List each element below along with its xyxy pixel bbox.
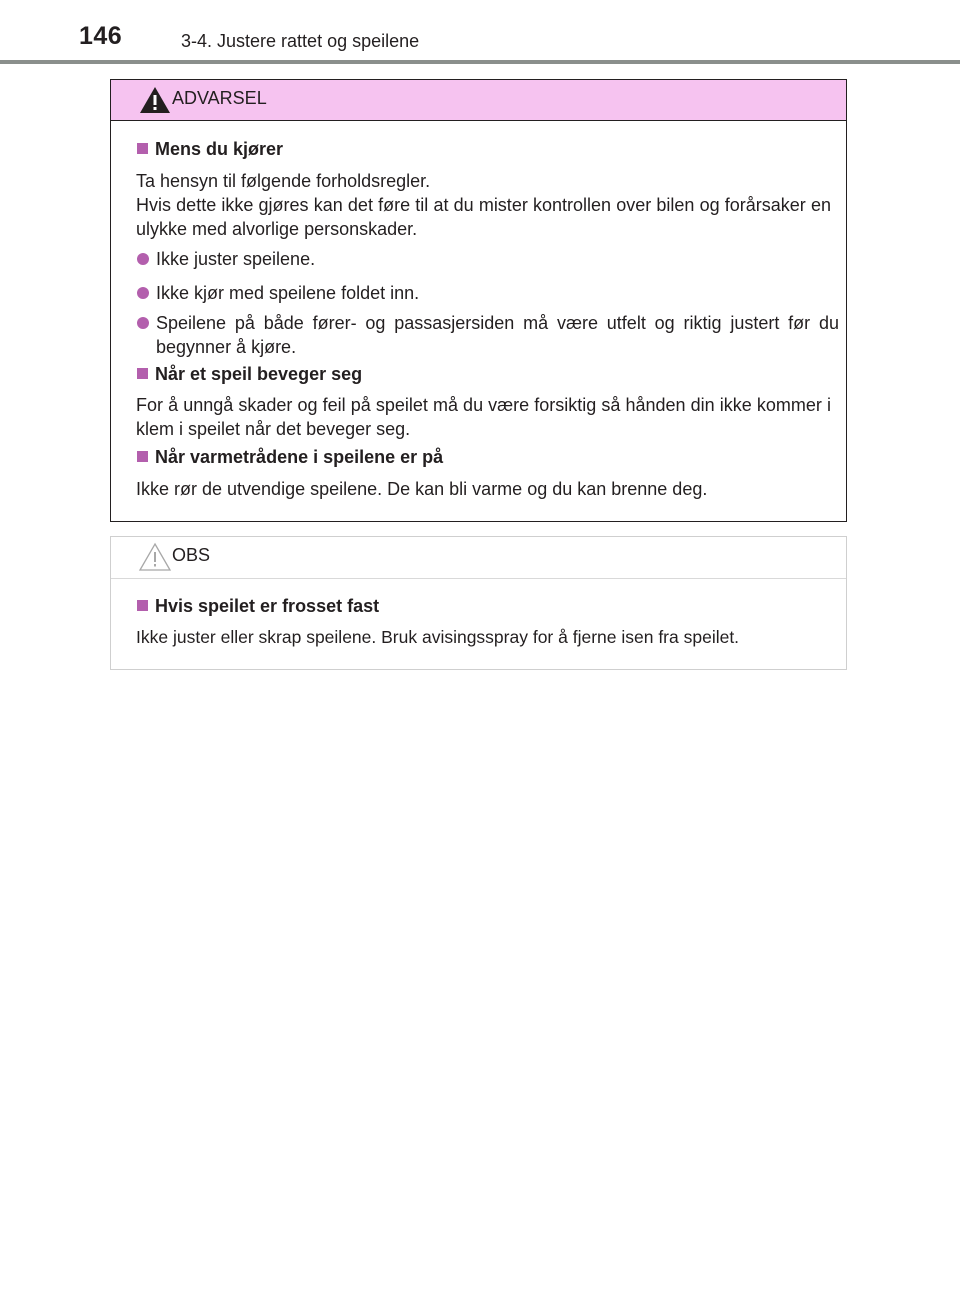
page-header bbox=[0, 0, 960, 66]
paragraph: For å unngå skader og feil på speilet må du være forsiktig så hånden din ikke kommer i klem i speilet når det beveger seg. bbox=[136, 395, 831, 439]
paragraph: Ikke juster eller skrap speilene. Bruk avisingsspray for å fjerne isen fra speilet. bbox=[136, 627, 740, 647]
square-bullet-icon bbox=[137, 451, 148, 462]
square-bullet-icon bbox=[137, 143, 148, 154]
list-item: Ikke kjør med speilene foldet inn. bbox=[137, 281, 839, 305]
header-divider bbox=[0, 60, 960, 64]
section-heading: Mens du kjører bbox=[137, 139, 283, 160]
list-item: Speilene på både fører- og passasjersiden må være utfelt og riktig justert før du begynner å kjøre. bbox=[137, 311, 839, 359]
square-bullet-icon bbox=[137, 600, 148, 611]
chapter-title: 3-4. Justere rattet og speilene bbox=[181, 31, 420, 51]
caution-triangle-icon bbox=[138, 541, 172, 573]
round-bullet-icon bbox=[137, 287, 149, 299]
paragraph: Hvis dette ikke gjøres kan det føre til at du mister kontrollen over bilen og forårsaker en ulykke med alvorlige personskader. bbox=[136, 195, 831, 239]
section-heading: Når et speil beveger seg bbox=[137, 364, 362, 385]
square-bullet-icon bbox=[137, 368, 148, 379]
notice-box bbox=[110, 536, 847, 670]
section-heading: Når varmetrådene i speilene er på bbox=[137, 447, 443, 468]
paragraph: Ta hensyn til følgende forholdsregler. bbox=[136, 171, 431, 191]
warning-title: ADVARSEL bbox=[172, 88, 267, 108]
section-heading: Hvis speilet er frosset fast bbox=[137, 596, 379, 617]
notice-header bbox=[111, 537, 846, 579]
notice-title: OBS bbox=[172, 545, 211, 565]
round-bullet-icon bbox=[137, 253, 149, 265]
round-bullet-icon bbox=[137, 317, 149, 329]
list-item: Ikke juster speilene. bbox=[137, 247, 839, 271]
warning-box bbox=[110, 79, 847, 522]
warning-triangle-icon bbox=[138, 84, 172, 116]
paragraph: Ikke rør de utvendige speilene. De kan bli varme og du kan brenne deg. bbox=[136, 479, 708, 499]
page-number: 146 bbox=[79, 22, 123, 50]
warning-header bbox=[111, 80, 846, 121]
